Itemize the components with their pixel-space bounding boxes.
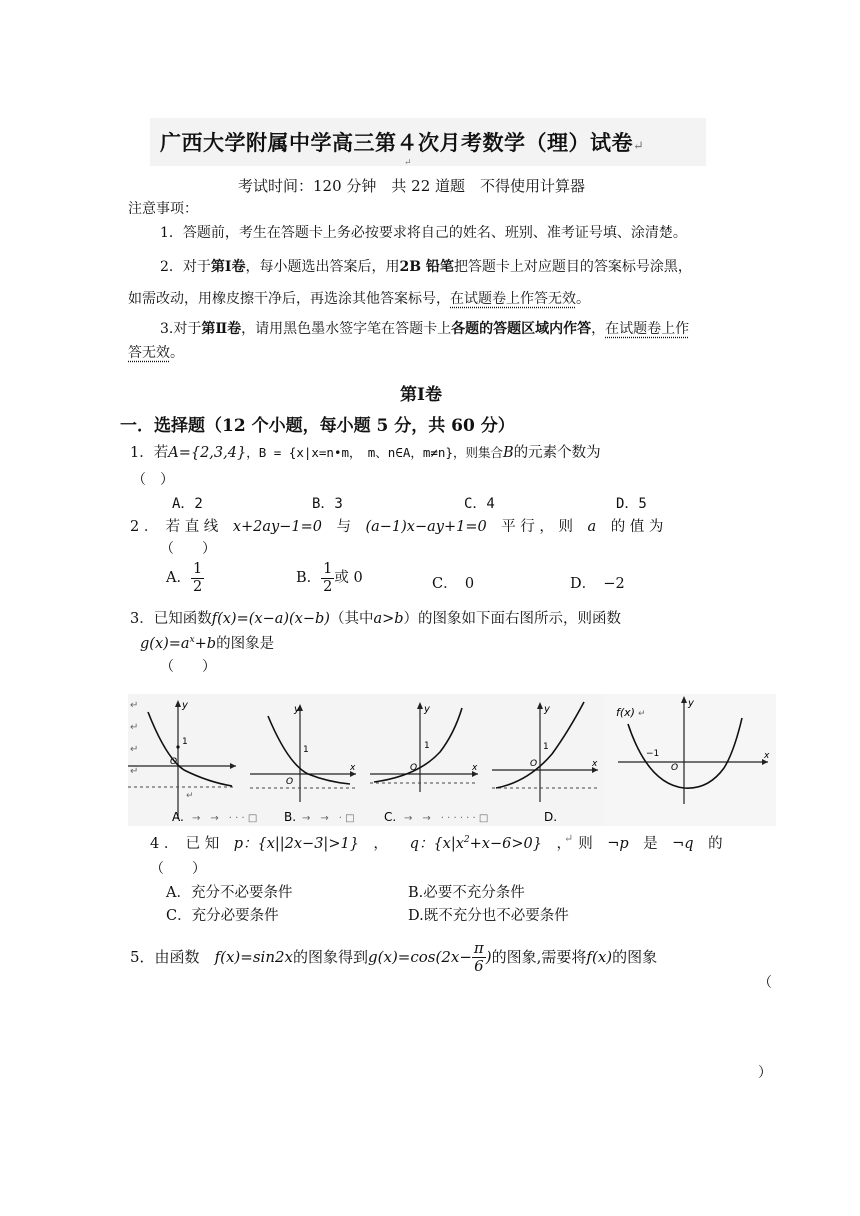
q4-option-a: A．充分不必要条件: [166, 885, 293, 901]
graph-d-label: D.: [544, 810, 558, 824]
return-mark: ↵: [564, 832, 574, 845]
q4-option-b: B.必要不充分条件: [408, 885, 525, 901]
arrows-b: → → · □: [302, 813, 355, 824]
tick-one-label: 1: [543, 742, 549, 752]
return-mark: ↵: [130, 744, 139, 755]
question-5: 5．由函数 f(x)=sin2x的图象得到g(x)=cos(2x− $\frac{\pi}{6}$ )的图象,需要将f(x)的图象: [130, 939, 658, 976]
axis-y-label: y: [688, 698, 694, 709]
note-1: 1．答题前，考生在答题卡上务必按要求将自己的姓名、班别、准考证号填、涂清楚。: [160, 225, 687, 241]
q1-option-b: B．3: [312, 496, 343, 512]
part-title: 第Ⅰ卷: [400, 385, 442, 405]
arrows-a: → → · · · □: [192, 813, 258, 824]
origin-label: O: [671, 763, 679, 773]
graph-d: [492, 702, 598, 802]
q1-option-c: C．4: [464, 496, 495, 512]
graph-b: [250, 704, 356, 802]
fx-label: f(x): [616, 706, 635, 719]
axis-x-label: x: [764, 751, 770, 761]
return-mark-small: ↵: [404, 158, 412, 168]
q4-option-c: C．充分必要条件: [166, 908, 279, 924]
note-2-line2: 如需改动，用橡皮擦干净后，再选涂其他答案标号，在试题卷上作答无效。: [128, 291, 590, 307]
graph-fx: [604, 694, 776, 826]
origin-label: O: [530, 759, 538, 769]
q1-option-d: D．5: [616, 496, 647, 512]
graph-c: [370, 702, 478, 792]
axis-y-label: y: [424, 704, 430, 715]
arrows-c: → → · · · · · · □: [404, 813, 489, 824]
return-mark: ↵: [130, 700, 139, 711]
return-mark: ↵: [633, 139, 645, 154]
axis-x-label: x: [350, 763, 356, 773]
question-3-paren: （ ）: [160, 659, 216, 675]
q1-option-a: A．2: [172, 496, 203, 512]
graph-a-label: A.: [172, 810, 184, 824]
return-mark: ↵: [130, 722, 139, 733]
exam-subtitle: 考试时间：120 分钟 共 22 道题 不得使用计算器: [238, 177, 586, 195]
q2-option-d: D． −2: [570, 576, 625, 592]
question-1-paren: （ ）: [132, 472, 174, 488]
question-4-paren: （ ）: [150, 861, 206, 877]
graph-a: [128, 700, 236, 819]
note-2: 2．对于第Ⅰ卷，每小题选出答案后，用2B 铅笔把答题卡上对应题目的答案标号涂黑，: [160, 259, 692, 275]
axis-y-label: y: [544, 704, 550, 715]
return-mark: ↵: [638, 709, 646, 719]
axis-x-label: x: [592, 759, 598, 769]
tick-one-label: 1: [182, 737, 188, 747]
neg-one-label: −1: [646, 749, 660, 759]
origin-label: O: [286, 777, 294, 787]
note-3: 3.对于第Ⅱ卷，请用黑色墨水签字笔在答题卡上各题的答题区域内作答，在试题卷上作: [160, 321, 690, 337]
question-2: 2 ． 若 直 线 x+2ay−1=0 与 (a−1)x−ay+1=0 平 行 ， 则 a 的 值 为: [130, 519, 664, 535]
origin-label: O: [410, 763, 418, 773]
axis-y-label: y: [294, 704, 300, 715]
notes-heading: 注意事项：: [128, 201, 198, 217]
graphs-strip: [128, 694, 776, 826]
axis-y-label: y: [182, 700, 188, 711]
title-text: 广西大学附属中学高三第４次月考数学（理）试卷: [160, 130, 633, 155]
return-mark: ↵: [130, 766, 139, 777]
q2-option-a: A． $\frac{1}{2}$: [166, 561, 203, 595]
q5-paren-open: （: [758, 975, 772, 991]
graph-b-label: B.: [284, 810, 297, 824]
question-4: 4 ． 已 知 p：{x||2x−3|>1} ， q：$\{x|x^2+x-6>0\}$ ， 则 ¬p 是 ¬q 的: [150, 835, 723, 852]
question-1: 1．若A={2,3,4}，B = {x|x=n•m， m、n∈A，m≠n}，则集合B的元素个数为: [130, 445, 601, 461]
question-3-line2: $g(x)=a^x+b$的图象是: [140, 635, 275, 652]
origin-label: O: [170, 757, 178, 767]
q5-paren-close: ）: [758, 1065, 772, 1081]
answer-graphs: [128, 694, 776, 826]
question-2-paren: （ ）: [160, 541, 216, 557]
tick-one-label: 1: [303, 745, 309, 755]
note-3-line2: 答无效。: [128, 345, 184, 361]
axis-x-label: x: [472, 763, 478, 773]
graph-c-label: C.: [384, 810, 397, 824]
section-title: 一．选择题（12 个小题，每小题 5 分，共 60 分）: [120, 416, 515, 436]
q4-option-d: D.既不充分也不必要条件: [408, 908, 569, 924]
question-3: 3．已知函数f(x)=(x−a)(x−b)（其中a>b）的图象如下面右图所示，则函数: [130, 611, 622, 627]
q2-option-c: C． 0: [432, 576, 475, 592]
page-title: [160, 127, 644, 157]
return-mark: ↵: [186, 791, 194, 801]
q2-option-b: B． $\frac{1}{2}$ 或 0: [296, 561, 363, 595]
tick-one-label: 1: [424, 741, 430, 751]
